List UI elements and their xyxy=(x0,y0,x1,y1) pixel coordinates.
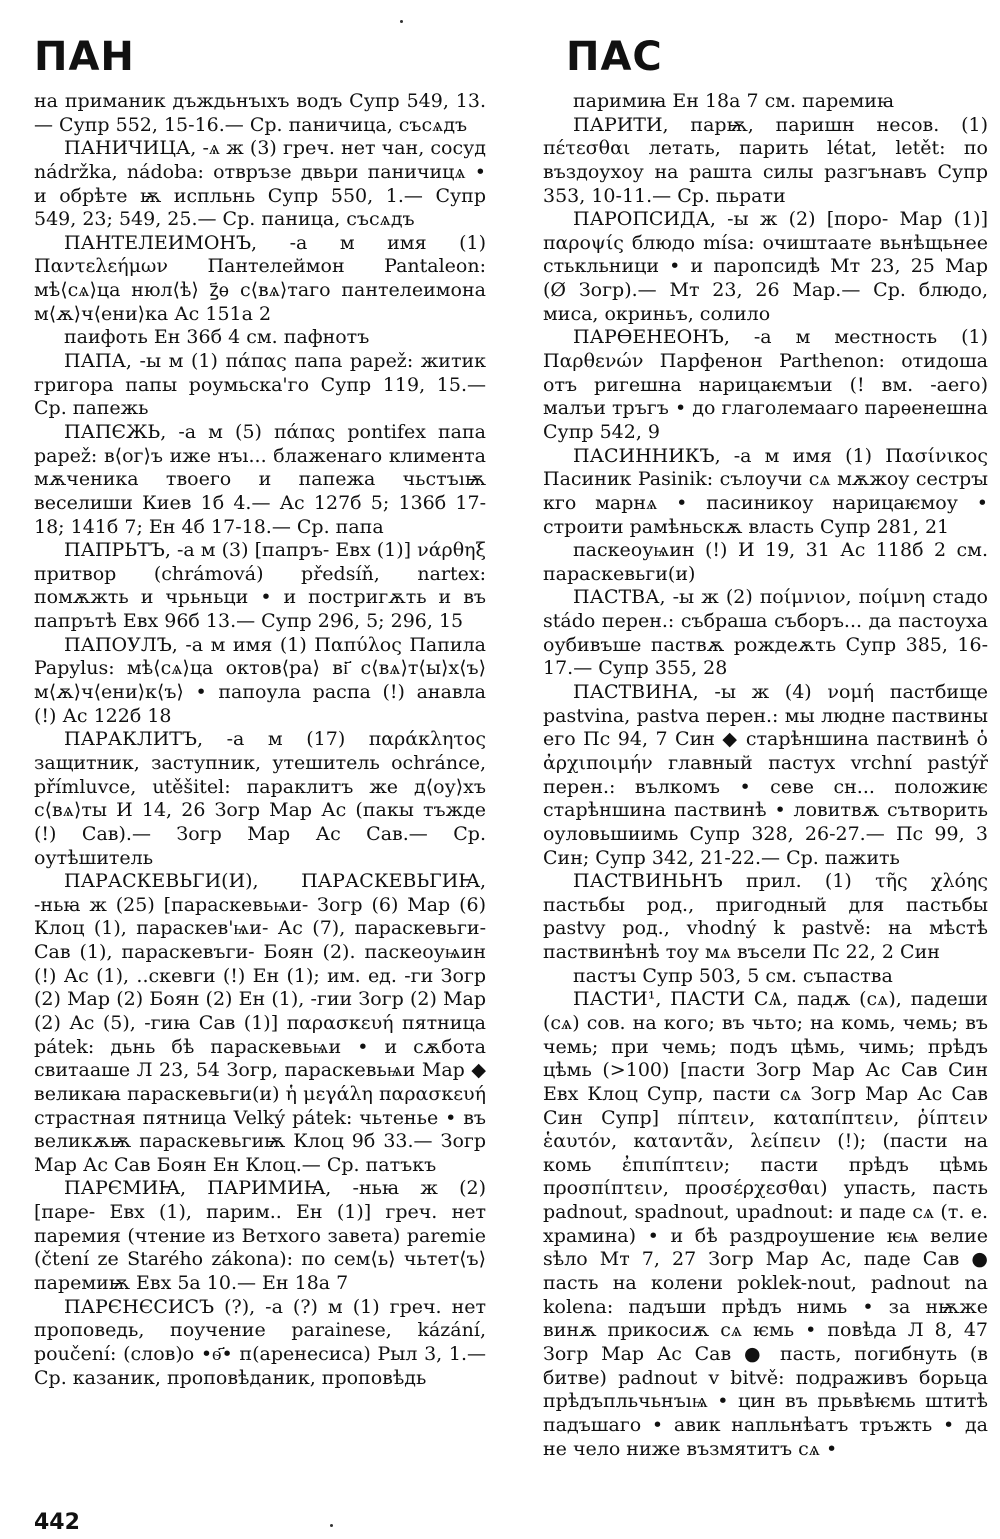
dictionary-entry: ПАСТИ¹, ПАСТИ СѦ, падѫ (сѧ), падеши (сѧ) сов. на кого; въ чьто; на комь, чемь; въ чемь; при чемь; подъ цѣмь, чимь; прѣдъ цѣмь (>100) [пасти Зогр Мар Ас Сав Син Евх Клоц Супр, пасти сѧ Зогр Мар Ас Сав Син Супр] πίπτειν, καταπίπτειν, ῥίπτειν ἑαυτόν, καταντᾶν, λείπειν (!); (пасти на комь ἐπιπίπτειν; пасти прѣдъ цѣмь προσπίπτειν, προσέρχεσθαι) упасть, пасть padnout, spadnout, upadnout: и паде сѧ (т. е. храмина) • и бѣ раздроушение ѥѩ велие ѕѣло Мт 7, 27 Зогр Мар Ас, паде Сав ● пасть на колени poklek-nout, padnout na kolena: падъши прѣдъ нимь • за нѭже винѫ прикосиѫ сѧ ѥмь • повѣда Л 8, 47 Зогр Мар Ас Сав ● пасть, погибнуть (в битве) padnout v bitvě: подраживъ борьца прѣдъпльчьнъıѩ • цин въ прьвѣѥмь штитѣ падъшаго • авик напльнѣатъ тръжть • да не чело ниже възмятитъ сѧ • xyxy=(543,988,988,1460)
bottom-center-mark xyxy=(330,1524,333,1527)
dictionary-entry: пастъı Супр 503, 5 см. съпаства xyxy=(573,964,893,987)
page-number: 442 xyxy=(34,1510,80,1535)
right-column xyxy=(543,90,988,1500)
dictionary-entry: ПАПЄЖЬ, -а м (5) πάπας pontifex папа papež: в⟨ог⟩ъ иже нъı... блаженаго климента мѫченика твоего и папежа чьстъıѭ веселиши Киев 1б 4.— Ас 127б 5; 136б 17-18; 141б 7; Ен 4б 17-18.— Ср. папа xyxy=(34,420,486,538)
dictionary-entry: ПАРОПСИДА, -ы ж (2) [поро- Мар (1)] παροψίς блюдо mísa: очиштаате вьнѣщьнее стькльници • и паропсидѣ Мт 23, 25 Мар (Ø Зогр).— Мт 23, 26 Мар.— Ср. блюдо, миса, окриньъ, солило xyxy=(543,208,988,325)
dictionary-entry: ПАРѲЕНЕОНЪ, -а м местность (1) Παρθενών Парфенон Parthenon: отидоша отъ ригешна нарицаѥмъıи (! вм. -аего) малъи тръгъ • до глаголемааго парѳенешна Супр 542, 9 xyxy=(543,326,988,443)
dictionary-entry: ПАСИННИКЪ, -а м имя (1) Πασίνικος Пасиник Pasinik: сълоучи сѧ мѫжоу сестрꙑ кго марнѧ • пасиникоу нарицаѥмоу • строити рамѣньскѫ власть Супр 281, 21 xyxy=(543,444,988,538)
dictionary-entry: ПАПОУЛЪ, -а м имя (1) Παπύλος Папила Papylus: мѣ⟨сѧ⟩ца октов⟨ра⟩ ві҃ с⟨вѧ⟩т⟨ы⟩х⟨ъ⟩ м⟨ѫ⟩ч⟨ени⟩к⟨ъ⟩ • папоула распа (!) анавла (!) Ас 122б 18 xyxy=(34,633,486,727)
dictionary-entry: ПАСТВИНА, -ы ж (4) νομή пастбище pastvina, pastva перен.: мы людне паствины его Пс 94, 7 Син ◆ старѣншина паствинѣ ὁ ἀρχιποιμήν главный пастух vrchní pastýř перен.: вълкомъ • севе сн... положиѥ старѣншина паствинѣ • ловитвѫ сътворить оуловьшиимь Супр 328, 26-27.— Пс 99, 3 Син; Супр 342, 21-22.— Ср. пажить xyxy=(543,681,988,869)
running-head-right: ПАС xyxy=(566,34,663,80)
dictionary-entry: ПАПРЬТЪ, -а м (3) [папръ- Евх (1)] νάρθηξ притвор (chrámová) předsíň, nartex: помѫжть и чрьньци • и постригѫть и въ папрътѣ Евх 96б 13.— Супр 296, 5; 296, 15 xyxy=(34,539,486,633)
dictionary-entry: паифоть Ен 36б 4 см. пафнотъ xyxy=(64,326,370,349)
running-head-left: ПАН xyxy=(34,34,135,80)
top-center-mark xyxy=(400,20,403,23)
dictionary-entry: ПАРЄМИꙖ, ПАРИМИꙖ, -ньꙗ ж (2) [паре- Евх (1), парим.. Ен (1)] греч. нет паремия (чтение из Ветхого завета) paremie (čtení ze Starého zákona): по сем⟨ь⟩ чьтет⟨ъ⟩ паремиѭ Евх 5а 10.— Ен 18а 7 xyxy=(34,1177,486,1295)
dictionary-entry: ПАСТВИНЬНЪ прил. (1) τῆς χλόης пастьбы род., пригодный для пастьбы pastvy род., vhodný k pastvě: на мѣстѣ паствинѣнѣ тоу мѧ въсели Пс 22, 2 Син xyxy=(543,870,988,964)
dictionary-entry: ПАСТВА, -ы ж (2) ποίμνιον, ποίμνη стадо stádo перен.: събраша съборъ... да пастоуха оубивъше паствѫ рождеѫть Супр 385, 16-17.— Супр 355, 28 xyxy=(543,586,988,680)
dictionary-entry: ПАПА, -ы м (1) πάπας папа papež: житик григора папы роумьска'го Супр 119, 15.— Ср. папежь xyxy=(34,350,486,420)
dictionary-entry: ПАРАСКЕВЬГИ(И), ПАРАСКЕВЬГИꙖ, -ньꙗ ж (25) [параскевьѩи- Зогр (6) Мар (6) Клоц (1), параскев'ѩи- Ас (7), параскевьги- Сав (1), параскевъги- Боян (2). паскеоуѩин (!) Ас (1), ..скевги (!) Ен (1); им. ед. -ги Зогр (2) Мар (2) Боян (2) Ен (1), -гии Зогр (2) Мар (2) Ас (5), -гиꙗ Сав (1)] παρασκευή пятница pátek: дьнь бѣ параскевьѩи • и сѫбота свитааше Л 23, 54 Зогр, параскевьѩи Мар ◆ великаꙗ параскевьги(и) ἡ μεγάλη παρασκευή страстная пятница Velký pátek: чьтенье • въ великѫѭ параскевьгиѭ Клоц 9б 33.— Зогр Мар Ас Сав Боян Ен Клоц.— Ср. патъкъ xyxy=(34,870,486,1176)
left-column xyxy=(34,90,486,1500)
dictionary-entry: ПАРЄНЄСИСЪ (?), -а (?) м (1) греч. нет проповедь, поучение parainese, kázání, poučení: (слов)о •ѳ҃• п(аренесиса) Рыл 3, 1.— Ср. казаник, проповѣданик, проповѣдь xyxy=(34,1295,486,1389)
dictionary-entry: паскеоуѩин (!) И 19, 31 Ас 118б 2 см. параскевьги(и) xyxy=(543,539,988,585)
dictionary-entry: ПАРИТИ, парѭ, паришн несов. (1) πέτεσθαι летать, парить létat, letět: по въздоухоу на рашта силы разгънавъ Супр 353, 10-11.— Ср. пьрати xyxy=(543,113,988,207)
dictionary-entry: на приманик дъждьнъıхъ водъ Супр 549, 13.— Супр 552, 15-16.— Ср. паничица, съсѧдъ xyxy=(34,90,486,136)
dictionary-entry: ПАРАКЛИТЪ, -а м (17) παράκλητος защитник, заступник, утешитель ochránce, přímluvce, utěšitel: параклитъ же д⟨оу⟩хъ с⟨вѧ⟩ты И 14, 26 Зогр Мар Ас (пакы тъжде (!) Сав).— Зогр Мар Ас Сав.— Ср. оутѣшитель xyxy=(34,728,486,869)
dictionary-entry: ПАНТЕЛЕИМОНЪ, -а м имя (1) Παντελεήμων Пантелеймон Pantaleon: мѣ⟨сѧ⟩ца нюл⟨ѣ⟩ ꙁ҃ѳ с⟨вѧ⟩таго пантелеимона м⟨ѫ⟩ч⟨ени⟩ка Ас 151а 2 xyxy=(34,231,486,325)
dictionary-entry: ПАНИЧИЦА, -ѧ ж (3) греч. нет чан, сосуд nádržka, nádoba: отвръзе двьри паничицѧ • и обрѣте ѭ испльнь Супр 550, 1.— Супр 549, 23; 549, 25.— Ср. паница, съсѧдъ xyxy=(34,137,486,231)
dictionary-entry: паримиꙗ Ен 18а 7 см. паремиꙗ xyxy=(573,90,895,112)
